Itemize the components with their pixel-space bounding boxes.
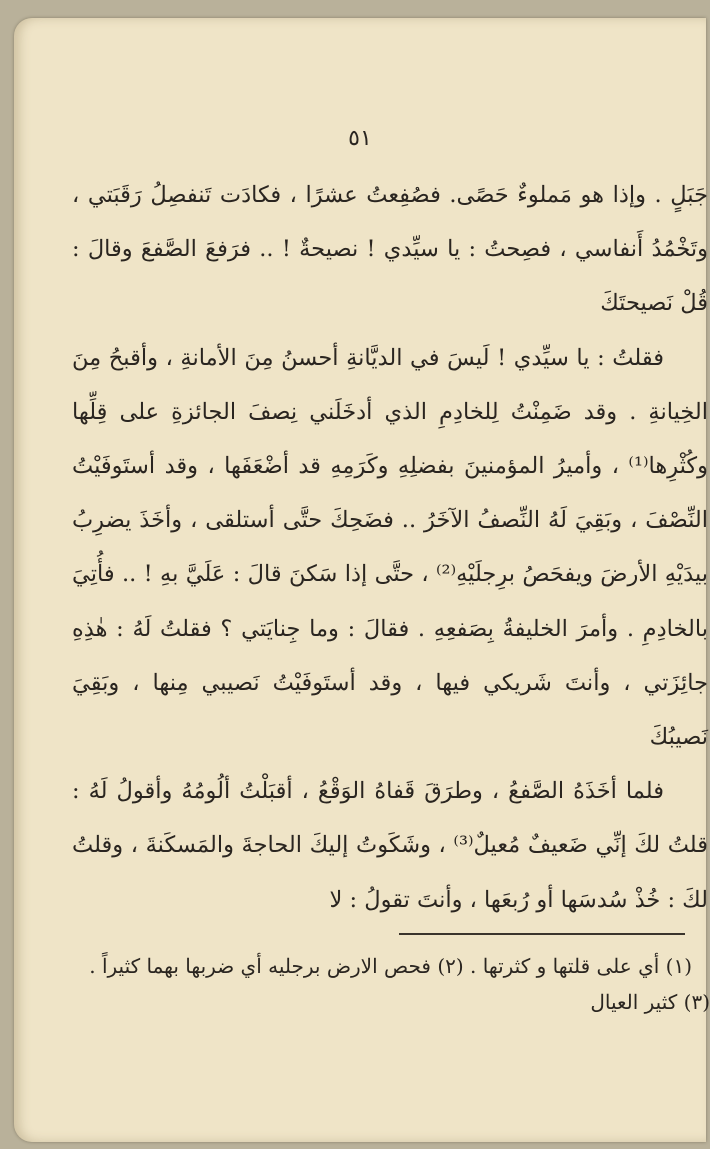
page-number: ٥١ bbox=[348, 126, 372, 151]
footnotes bbox=[68, 948, 710, 1020]
paragraph-2: فقلتُ : يا سيِّدي ! لَيسَ في الديَّانةِ أحسنُ مِنَ الأمانةِ ، وأقبحُ مِنَ الخِيانةِ . وقد ضَمِنْتُ لِلخادِمِ الذي أدخَلَني نِصفَ الجائزةِ على قِلِّها وكُثْرِها⁽¹⁾ ، وأميرُ المؤمنينَ بفضلِهِ وكَرَمِهِ قد أضْعَفَها ، وقد أستَوفَيْتُ النِّصْفَ ، وبَقِيَ لَهُ النِّصفُ الآخَرُ .. فضَحِكَ حتَّى أستلقى ، وأخَذَ يضرِبُ بيدَيْهِ الأرضَ ويفحَصُ برِجلَيْهِ⁽²⁾ ، حتَّى إذا سَكنَ قالَ : عَلَيَّ بهِ ! .. فأُتِيَ بالخادِمِ . وأمرَ الخليفةُ بِصَفعِهِ . فقالَ : وما جِنايَتي ؟ فقلتُ لَهُ : هٰذِهِ جائِزَتي ، وأنتَ شَريكي فيها ، وقد أستَوفَيْتُ نَصيبي مِنها ، وبَقِيَ نَصيبُكَ bbox=[72, 344, 708, 751]
footnote-divider bbox=[399, 933, 685, 935]
footnote-text: (١) أي على قلتها و كثرتها . (٢) فحص الارض برجليه أي ضربها بهما كثيراً . (٣) كثير العيال bbox=[89, 954, 710, 1014]
body-text bbox=[72, 168, 708, 927]
paragraph-1: جَبَلٍ . وإذا هو مَملوءٌ حَصًى. فصُفِعتُ عشرًا ، فكادَت تَنفصِلُ رَقَبَتي ، وتَخْمُدُ أَنفاسي ، فصِحتُ : يا سيِّدي ! نصيحةٌ ! .. فرَفعَ الصَّفعَ وقالَ : قُلْ نَصيحتَكَ bbox=[72, 182, 708, 317]
book-page bbox=[14, 18, 710, 1142]
paragraph-3: فلما أخَذَهُ الصَّفعُ ، وطرَقَ قَفاهُ الوَقْعُ ، أقبَلْتُ ألُومُهُ وأقولُ لَهُ : قلتُ لكَ إنِّي ضَعيفٌ مُعيلٌ⁽³⁾ ، وشَكَوتُ إليكَ الحاجةَ والمَسكَنةَ ، وقلتُ لكَ : خُذْ سُدسَها أو رُبعَها ، وأنتَ تقولُ : لا bbox=[72, 778, 709, 913]
